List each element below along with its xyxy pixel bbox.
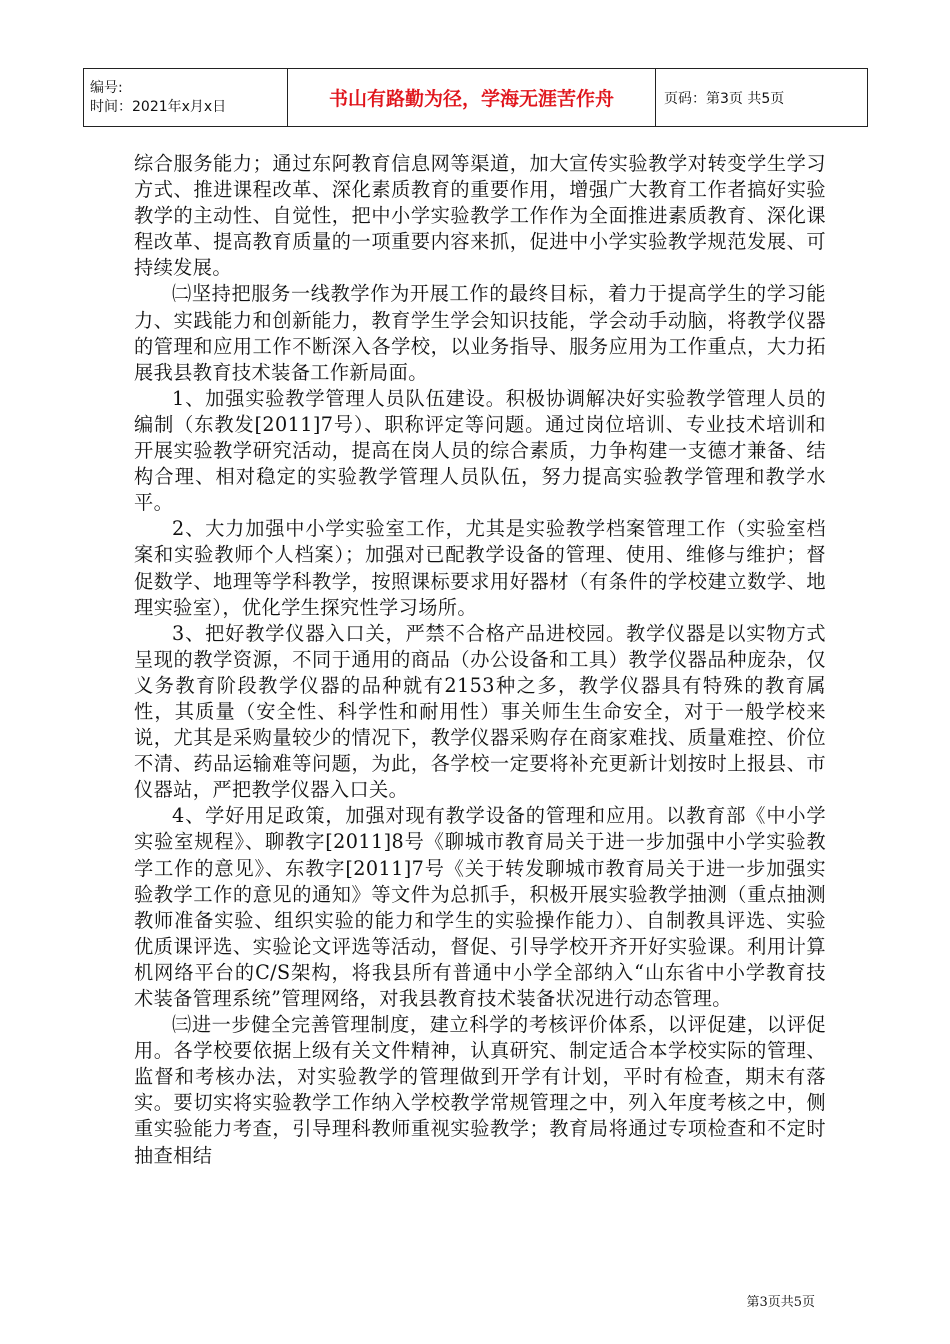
document-header	[83, 68, 868, 127]
body-paragraph: 3、把好教学仪器入口关，严禁不合格产品进校园。教学仪器是以实物方式呈现的教学资源，不同于通用的商品（办公设备和工具）教学仪器品种庞杂，仅义务教育阶段教学仪器的品种就有2153种之多，教学仪器具有特殊的教育属性，其质量（安全性、科学性和耐用性）事关师生生命安全，对于一般学校来说，尤其是采购量较少的情况下，教学仪器采购存在商家难找、质量难控、价位不清、药品运输难等问题，为此，各学校一定要将补充更新计划按时上报县、市仪器站，严把教学仪器入口关。	[134, 621, 826, 802]
motto-cell	[288, 69, 656, 127]
document-body	[134, 151, 826, 1169]
motto-text: 书山有路勤为径，学海无涯苦作舟	[328, 88, 614, 110]
header-meta-cell	[84, 69, 288, 127]
body-paragraph: ㈡坚持把服务一线教学作为开展工作的最终目标，着力于提高学生的学习能力、实践能力和创新能力，教育学生学会知识技能，学会动手动脑，将教学仪器的管理和应用工作不断深入各学校，以业务指导、服务应用为工作重点，大力拓展我县教育技术装备工作新局面。	[134, 282, 826, 384]
page-info-cell	[656, 69, 868, 127]
body-paragraph: 4、学好用足政策，加强对现有教学设备的管理和应用。以教育部《中小学实验室规程》、聊教字[2011]8号《聊城市教育局关于进一步加强中小学实验教学工作的意见》、东教字[2011]7号《关于转发聊城市教育局关于进一步加强实验教学工作的意见的通知》等文件为总抓手，积极开展实验教学抽测（重点抽测教师准备实验、组织实验的能力和学生的实验操作能力）、自制教具评选、实验优质课评选、实验论文评选等活动，督促、引导学校开齐开好实验课。利用计算机网络平台的C/S架构，将我县所有普通中小学全部纳入“山东省中小学教育技术装备管理系统”管理网络，对我县教育技术装备状况进行动态管理。	[134, 804, 826, 1010]
page-footer: 第3页共5页	[746, 1295, 815, 1310]
number-label: 编号:	[90, 79, 123, 96]
body-paragraph: 综合服务能力；通过东阿教育信息网等渠道，加大宣传实验教学对转变学生学习方式、推进课程改革、深化素质教育的重要作用，增强广大教育工作者搞好实验教学的主动性、自觉性，把中小学实验教学工作作为全面推进素质教育、深化课程改革、提高教育质量的一项重要内容来抓，促进中小学实验教学规范发展、可持续发展。	[134, 152, 826, 280]
time-label: 时间：2021年x月x日	[90, 98, 227, 115]
body-paragraph: 2、大力加强中小学实验室工作，尤其是实验教学档案管理工作（实验室档案和实验教师个人档案）；加强对已配教学设备的管理、使用、维修与维护；督促数学、地理等学科教学，按照课标要求用好器材（有条件的学校建立数学、地理实验室），优化学生探究性学习场所。	[134, 517, 826, 619]
body-paragraph: ㈢进一步健全完善管理制度，建立科学的考核评价体系，以评促建，以评促用。各学校要依据上级有关文件精神，认真研究、制定适合本学校实际的管理、监督和考核办法，对实验教学的管理做到开学有计划，平时有检查，期末有落实。要切实将实验教学工作纳入学校教学常规管理之中，列入年度考核之中，侧重实验能力考查，引导理科教师重视实验教学；教育局将通过专项检查和不定时抽查相结	[134, 1013, 826, 1167]
page-label: 页码：第3页 共5页	[664, 90, 785, 107]
body-paragraph: 1、加强实验教学管理人员队伍建设。积极协调解决好实验教学管理人员的编制（东教发[2011]7号）、职称评定等问题。通过岗位培训、专业技术培训和开展实验教学研究活动，提高在岗人员的综合素质，力争构建一支德才兼备、结构合理、相对稳定的实验教学管理人员队伍，努力提高实验教学管理和教学水平。	[134, 386, 826, 515]
